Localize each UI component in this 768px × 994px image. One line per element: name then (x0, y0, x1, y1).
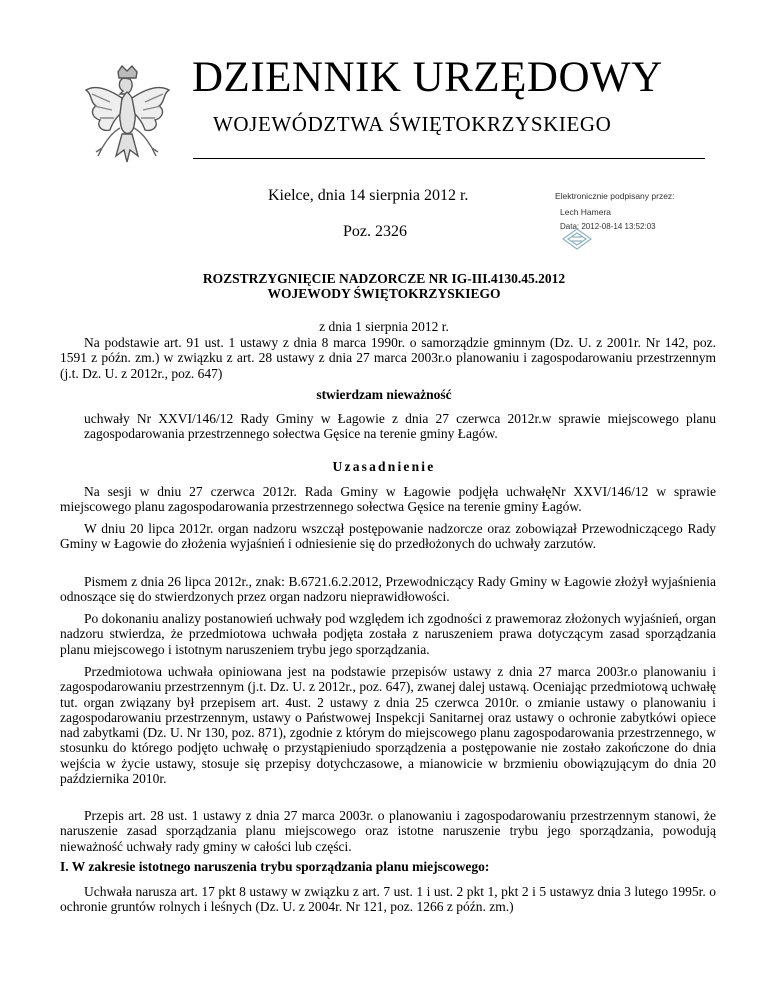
paragraph-opinion: Przedmiotowa uchwała opiniowana jest na podstawie przepisów ustawy z dnia 27 marca 2003r.o planowaniu i zagospodarowaniu przestrzennym (j.t. Dz. U. z 2012r., poz. 647), zwanej dalej ustawą. Oceniając przedmiotową uchwałę tut. organ związany był przepisem art. 4ust. 2 ustawy z dnia 25 czerwca 2010r. o zmianie ustawy o planowaniu i zagospodarowaniu przestrzennym, ustawy o Państwowej Inspekcji Sanitarnej oraz ustawy o ochronie zabytkówi opiece nad zabytkami (Dz. U. Nr 130, poz. 871), zgodnie z którym do miejscowego planu zagospodarowania przestrzennego, w stosunku do którego podjęto uchwałę o przystąpieniudo sporządzenia a postępowanie nie zostało zakończone do dnia wejścia w życie ustawy, stosuje się przepisy dotychczasowe, a mianowicie w brzmieniu obowiązującym do dnia 20 października 2010r. (60, 664, 716, 787)
header-divider (193, 158, 705, 159)
signature-seal-icon (562, 228, 592, 250)
document-issuer: WOJEWODY ŚWIĘTOKRZYSKIEGO (267, 286, 501, 301)
document-title: ROZSTRZYGNIĘCIE NADZORCZE NR IG-III.4130.45.2012 (202, 271, 566, 286)
journal-subtitle: WOJEWÓDZTWA ŚWIĘTOKRZYSKIEGO (213, 112, 612, 136)
signer-name: Lech Hamera (560, 207, 612, 217)
signature-date: Data: 2012-08-14 13:52:03 (560, 222, 656, 231)
document-date: z dnia 1 sierpnia 2012 r. (319, 319, 449, 334)
paragraph-violation: Uchwała narusza art. 17 pkt 8 ustawy w związku z art. 7 ust. 1 i ust. 2 pkt 1, pkt 2 i 5 ustawyz dnia 3 lutego 1995r. o ochronie gruntów rolnych i leśnych (Dz. U. z 2004r. Nr 121, poz. 1266 z późn. zm.) (60, 884, 716, 915)
paragraph-proceedings: W dniu 20 lipca 2012r. organ nadzoru wszczął postępowanie nadzorcze oraz zobowiązał Przewodniczącego Rady Gminy w Łagowie do złożenia wyjaśnień i odniesienie się do przedłożonych do uchwały zarzutów. (60, 521, 716, 552)
journal-title: DZIENNIK URZĘDOWY (192, 54, 663, 101)
justification-heading: Uzasadnienie (332, 459, 436, 474)
paragraph-legal-basis: Na podstawie art. 91 ust. 1 ustawy z dnia 8 marca 1990r. o samorządzie gminnym (Dz. U. z 2001r. Nr 142, poz. 1591 z późn. zm.) w związku z art. 28 ustawy z dnia 27 marca 2003r.o planowaniu i zagospodarowaniu przestrzennym (j.t. Dz. U. z 2012r., poz. 647) (60, 335, 716, 381)
ruling-heading: stwierdzam nieważność (316, 387, 452, 402)
paragraph-session: Na sesji w dniu 27 czerwca 2012r. Rada Gminy w Łagowie podjęła uchwałęNr XXVI/146/12 w sprawie miejscowego planu zagospodarowania przestrzennego sołectwa Gęsice na terenie gminy Łagów. (60, 484, 716, 515)
section-heading: I. W zakresie istotnego naruszenia trybu sporządzania planu miejscowego: (60, 859, 490, 874)
eagle-emblem-icon (80, 64, 175, 176)
paragraph-explanations: Pismem z dnia 26 lipca 2012r., znak: B.6721.6.2.2012, Przewodniczący Rady Gminy w Łagowie złożył wyjaśnienia odnoszące się do stwierdzonych przez organ nadzoru nieprawidłowości. (60, 574, 716, 605)
paragraph-art28: Przepis art. 28 ust. 1 ustawy z dnia 27 marca 2003r. o planowaniu i zagospodarowaniu przestrzennym stanowi, że naruszenie zasad sporządzania planu miejscowego oraz istotne naruszenie trybu jego sporządzania, powodują nieważność uchwały rady gminy w całości lub części. (60, 808, 716, 854)
position-number: Poz. 2326 (343, 223, 407, 240)
signature-label: Elektronicznie podpisany przez: (555, 191, 675, 201)
paragraph-ruling: uchwały Nr XXVI/146/12 Rady Gminy w Łagowie z dnia 27 czerwca 2012r.w sprawie miejscowego planu zagospodarowania przestrzennego sołectwa Gęsice na terenie gminy Łagów. (84, 411, 716, 442)
place-date: Kielce, dnia 14 sierpnia 2012 r. (268, 187, 469, 204)
paragraph-analysis: Po dokonaniu analizy postanowień uchwały pod względem ich zgodności z prawemoraz złożonych wyjaśnień, organ nadzoru stwierdza, że przedmiotowa uchwała podjęta została z naruszeniem prawa dotyczącym zasad sporządzania planu miejscowego i istotnym naruszeniem trybu jego sporządzania. (60, 611, 716, 657)
electronic-signature (555, 191, 705, 231)
